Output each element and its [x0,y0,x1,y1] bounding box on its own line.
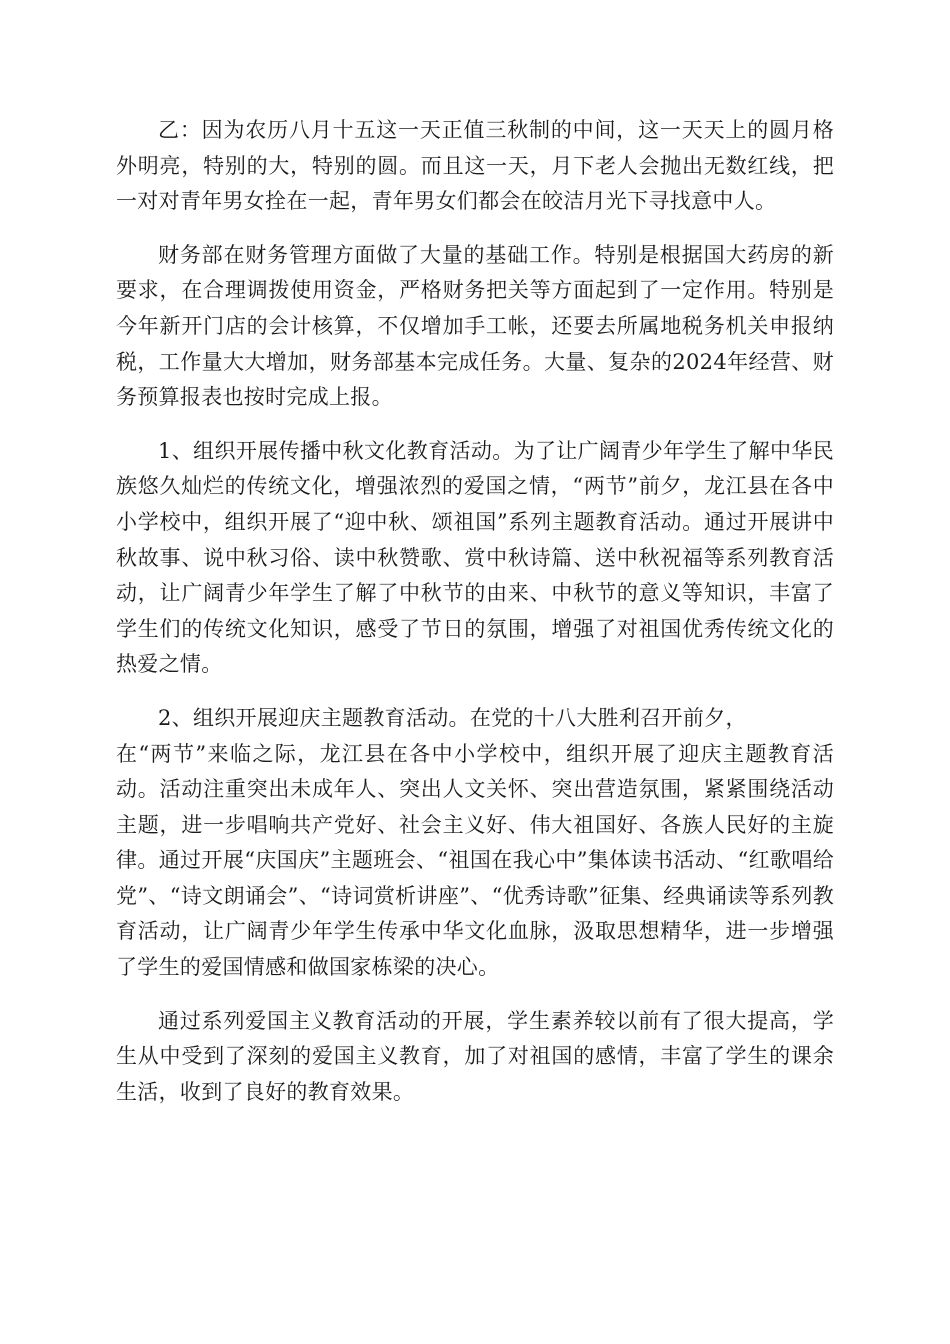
paragraph-mid-autumn-explanation: 乙：因为农历八月十五这一天正值三秋制的中间，这一天天上的圆月格外明亮，特别的大，特别的圆。而且这一天，月下老人会抛出无数红线，把一对对青年男女拴在一起，青年男女们都会在皎洁月光下寻找意中人。 [116,118,834,214]
paragraph-celebration-education [116,701,834,986]
paragraph-celebration-first-line: 2、组织开展迎庆主题教育活动。在党的十八大胜利召开前夕， [158,705,747,730]
paragraph-conclusion: 通过系列爱国主义教育活动的开展，学生素养较以前有了很大提高，学生从中受到了深刻的爱国主义教育，加了对祖国的感情，丰富了学生的课余生活，收到了良好的教育效果。 [116,1008,834,1104]
paragraph-finance-department: 财务部在财务管理方面做了大量的基础工作。特别是根据国大药房的新要求，在合理调拨使用资金，严格财务把关等方面起到了一定作用。特别是今年新开门店的会计核算，不仅增加手工帐，还要去所属地税务机关申报纳税，工作量大大增加，财务部基本完成任务。大量、复杂的2024年经营、财务预算报表也按时完成上报。 [116,242,834,410]
paragraph-celebration-rest: 在“两节”来临之际，龙江县在各中小学校中，组织开展了迎庆主题教育活动。活动注重突出未成年人、突出人文关怀、突出营造氛围，紧紧围绕活动主题，进一步唱响共产党好、社会主义好、伟大祖国好、各族人民好的主旋律。通过开展“庆国庆”主题班会、“祖国在我心中”集体读书活动、“红歌唱给党”、“诗文朗诵会”、“诗词赏析讲座”、“优秀诗歌”征集、经典诵读等系列教育活动，让广阔青少年学生传承中华文化血脉，汲取思想精华，进一步增强了学生的爱国情感和做国家栋梁的决心。 [116,741,834,980]
paragraph-mid-autumn-education: 1、组织开展传播中秋文化教育活动。为了让广阔青少年学生了解中华民族悠久灿烂的传统文化，增强浓烈的爱国之情，“两节”前夕，龙江县在各中小学校中，组织开展了“迎中秋、颂祖国”系列主题教育活动。通过开展讲中秋故事、说中秋习俗、读中秋赞歌、赏中秋诗篇、送中秋祝福等系列教育活动，让广阔青少年学生了解了中秋节的由来、中秋节的意义等知识，丰富了学生们的传统文化知识，感受了节日的氛围，增强了对祖国优秀传统文化的热爱之情。 [116,438,834,677]
document-body [116,113,834,1128]
